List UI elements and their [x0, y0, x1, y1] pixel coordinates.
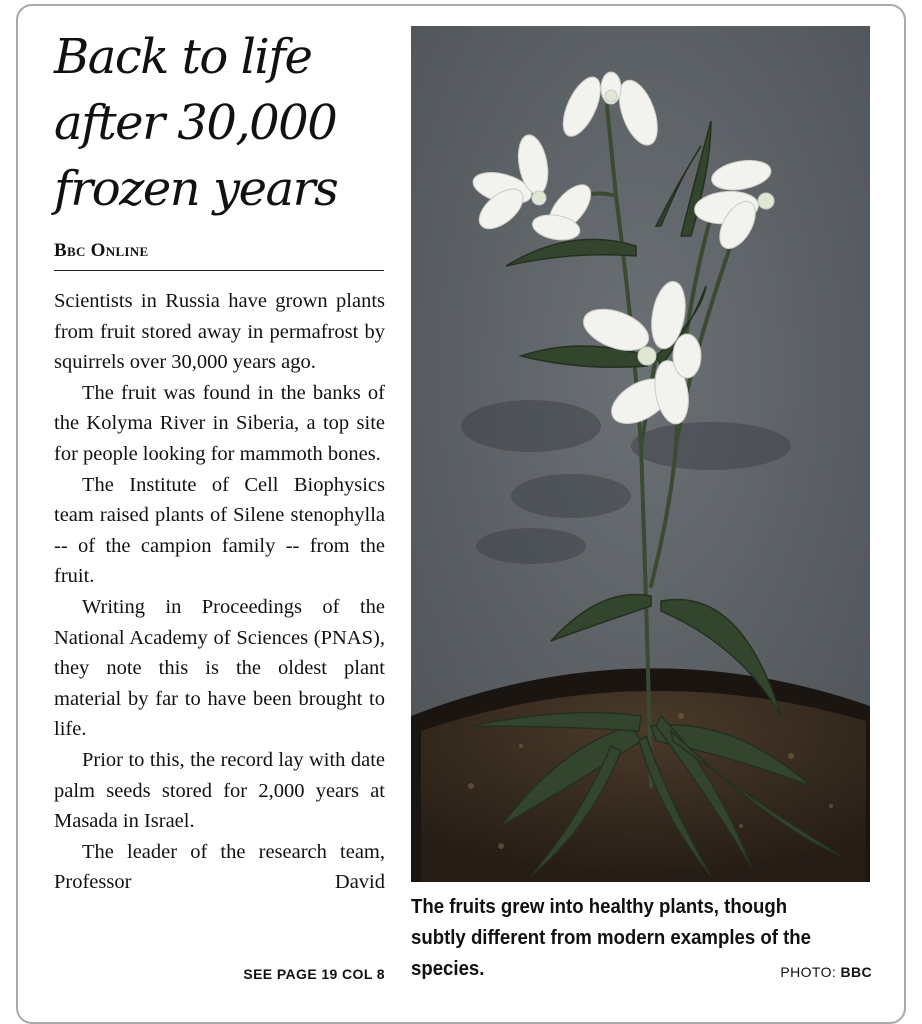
byline: Bbc Online: [54, 240, 384, 271]
plant-photo: [411, 26, 870, 882]
photo-credit-source: BBC: [840, 964, 872, 980]
photo-credit-label: PHOTO:: [780, 964, 837, 980]
article-column: [54, 24, 386, 222]
paragraph: Writing in Proceedings of the National Academy of Sciences (PNAS), they note this is the oldest plant material by far to have been brought to life.: [54, 595, 385, 741]
photo-credit: [700, 964, 872, 980]
paragraph: The Institute of Cell Biophysics team raised plants of Silene stenophylla -- of the campion family -- from the fruit.: [54, 473, 385, 588]
plant-illustration: [411, 26, 870, 882]
headline-line: after 30,000: [54, 95, 337, 151]
photo-caption: The fruits grew into healthy plants, though subtly different from modern examples of the species.: [411, 896, 811, 980]
paragraph: Scientists in Russia have grown plants from fruit stored away in permafrost by squirrels over 30,000 years ago.: [54, 290, 385, 374]
headline-line: frozen years: [54, 161, 338, 217]
paragraph: The leader of the research team, Professor David: [54, 840, 385, 894]
headline: [54, 24, 386, 222]
continuation-note: SEE PAGE 19 COL 8: [243, 966, 385, 982]
headline-line: Back to life: [54, 29, 312, 85]
paragraph: Prior to this, the record lay with date palm seeds stored for 2,000 years at Masada in Israel.: [54, 748, 385, 833]
article-body: [54, 286, 385, 898]
paragraph: The fruit was found in the banks of the Kolyma River in Siberia, a top site for people looking for mammoth bones.: [54, 381, 385, 465]
soil: [421, 691, 866, 882]
